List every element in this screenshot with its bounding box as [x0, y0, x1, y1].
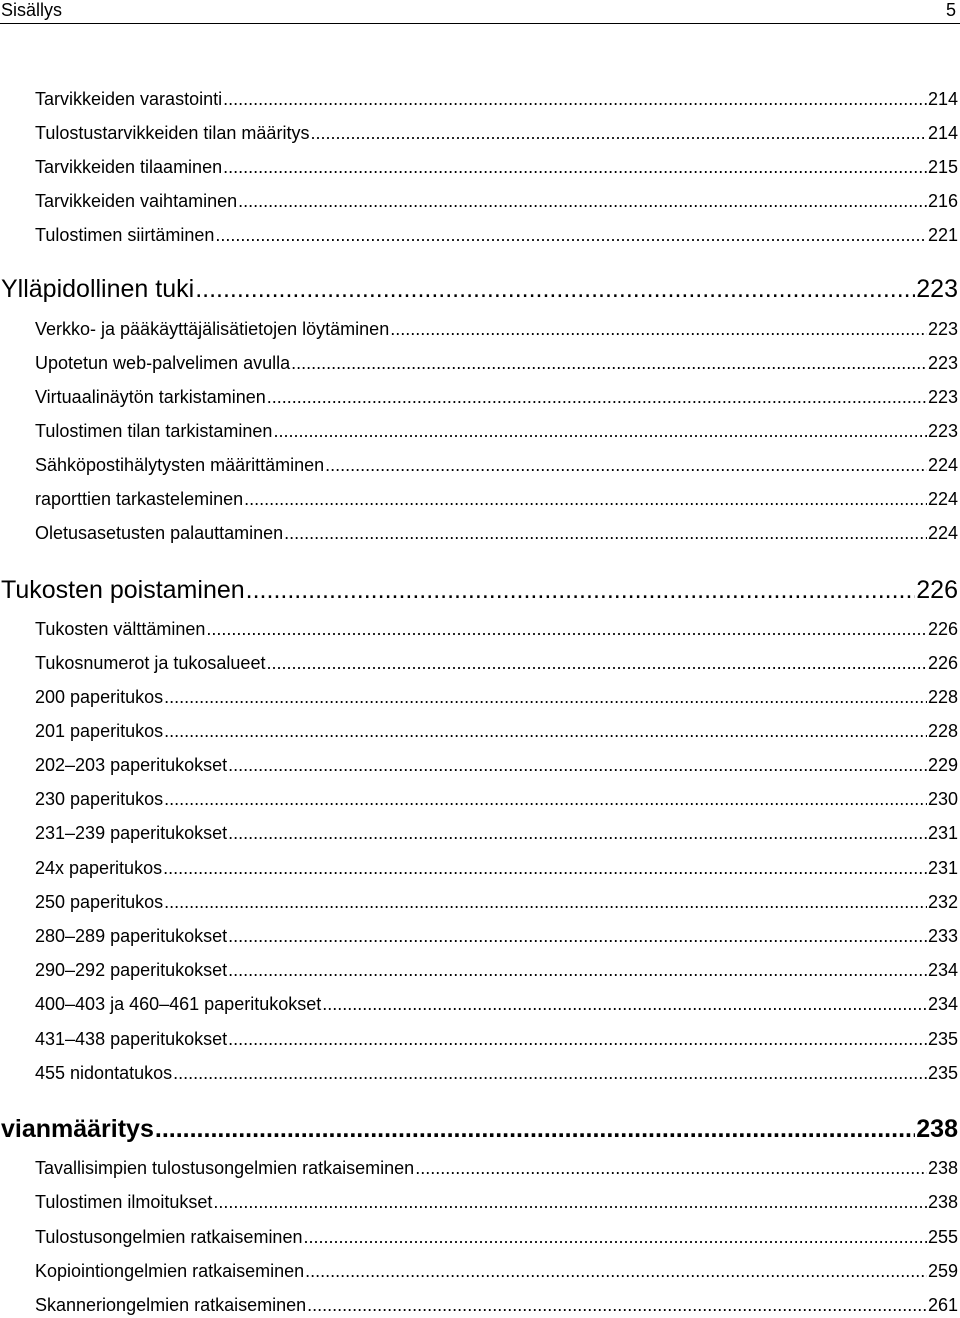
- toc-entry[interactable]: [0, 820, 958, 844]
- toc-label: 202–203 paperitukokset: [35, 755, 228, 775]
- toc-leader: [228, 754, 927, 776]
- header-page-number: 5: [945, 0, 956, 20]
- toc-page: 223: [927, 353, 958, 373]
- toc-entry[interactable]: [0, 188, 958, 212]
- toc-label: 200 paperitukos: [35, 687, 164, 707]
- page-header: [0, 0, 960, 24]
- toc-label: 431–438 paperitukokset: [35, 1029, 228, 1049]
- toc-label: Tukosten välttäminen: [35, 619, 206, 639]
- toc-entry[interactable]: [0, 752, 958, 776]
- toc-entry[interactable]: [0, 923, 958, 947]
- toc-page: 228: [927, 687, 958, 707]
- toc-label: 455 nidontatukos: [35, 1063, 173, 1083]
- toc-label: Tukosten poistaminen: [1, 576, 245, 604]
- toc-entry[interactable]: [0, 1155, 958, 1179]
- toc-leader: [390, 318, 927, 340]
- toc-entry[interactable]: [0, 452, 958, 476]
- toc-leader: [164, 891, 927, 913]
- toc-entry[interactable]: [0, 616, 958, 640]
- toc-entry[interactable]: [0, 350, 958, 374]
- toc-label: 400–403 ja 460–461 paperitukokset: [35, 994, 322, 1014]
- toc-label: 230 paperitukos: [35, 789, 164, 809]
- toc-leader: [223, 88, 927, 110]
- toc-page: 231: [927, 858, 958, 878]
- toc-label: Upotetun web-palvelimen avulla: [35, 353, 291, 373]
- toc-page: 232: [927, 892, 958, 912]
- toc-chapter-entry[interactable]: [0, 1112, 958, 1144]
- toc-label: Tulostusongelmien ratkaiseminen: [35, 1227, 303, 1247]
- toc-page: 224: [927, 455, 958, 475]
- toc-entry[interactable]: [0, 718, 958, 742]
- toc-leader: [164, 686, 927, 708]
- toc-entry[interactable]: [0, 120, 958, 144]
- toc-entry[interactable]: [0, 650, 958, 674]
- toc-label: 280–289 paperitukokset: [35, 926, 228, 946]
- toc-page: 228: [927, 721, 958, 741]
- toc-page: 231: [927, 823, 958, 843]
- toc-leader: [164, 720, 927, 742]
- toc-page: 223: [927, 387, 958, 407]
- toc-entry[interactable]: [0, 1060, 958, 1084]
- toc-chapter-entry[interactable]: [0, 272, 958, 304]
- toc-label: Tukosnumerot ja tukosalueet: [35, 653, 266, 673]
- toc-entry[interactable]: [0, 520, 958, 544]
- toc-page: 259: [927, 1261, 958, 1281]
- toc-page: 214: [927, 89, 958, 109]
- toc-label: vianmääritys: [1, 1115, 154, 1143]
- toc-entry[interactable]: [0, 1258, 958, 1282]
- toc-label: Tarvikkeiden varastointi: [35, 89, 223, 109]
- toc-leader: [195, 274, 915, 304]
- toc-label: Tulostimen ilmoitukset: [35, 1192, 213, 1212]
- toc-entry[interactable]: [0, 384, 958, 408]
- toc-page: 226: [927, 619, 958, 639]
- toc-entry[interactable]: [0, 1224, 958, 1248]
- toc-entry[interactable]: [0, 991, 958, 1015]
- toc-page: 216: [927, 191, 958, 211]
- toc-leader: [307, 1294, 927, 1316]
- toc-label: Virtuaalinäytön tarkistaminen: [35, 387, 266, 407]
- toc-label: Ylläpidollinen tuki: [1, 275, 195, 303]
- toc-leader: [155, 1114, 915, 1144]
- toc-page: 229: [927, 755, 958, 775]
- toc-entry[interactable]: [0, 889, 958, 913]
- toc-leader: [305, 1260, 927, 1282]
- toc-label: Verkko- ja pääkäyttäjälisätietojen löytäminen: [35, 319, 390, 339]
- toc-page: 214: [927, 123, 958, 143]
- toc-leader: [267, 386, 927, 408]
- toc-page: 224: [927, 523, 958, 543]
- toc-page: 226: [927, 653, 958, 673]
- toc-leader: [266, 652, 926, 674]
- toc-leader: [310, 122, 927, 144]
- toc-entry[interactable]: [0, 1189, 958, 1213]
- toc-page: 234: [927, 960, 958, 980]
- toc-label: 290–292 paperitukokset: [35, 960, 228, 980]
- toc-page: 238: [927, 1158, 958, 1178]
- toc-page: 233: [927, 926, 958, 946]
- toc-page: 261: [927, 1295, 958, 1315]
- toc-entry[interactable]: [0, 855, 958, 879]
- toc-leader: [215, 224, 927, 246]
- toc-page: 230: [927, 789, 958, 809]
- toc-label: 24x paperitukos: [35, 858, 163, 878]
- toc-leader: [291, 352, 927, 374]
- toc-page: 223: [916, 275, 958, 303]
- toc-label: Sähköpostihälytysten määrittäminen: [35, 455, 325, 475]
- toc-leader: [206, 618, 927, 640]
- toc-leader: [213, 1191, 927, 1213]
- toc-leader: [325, 454, 927, 476]
- toc-label: Oletusasetusten palauttaminen: [35, 523, 284, 543]
- toc-entry[interactable]: [0, 957, 958, 981]
- toc-page: 238: [916, 1115, 958, 1143]
- toc-entry[interactable]: [0, 154, 958, 178]
- toc-leader: [223, 156, 927, 178]
- toc-entry[interactable]: [0, 418, 958, 442]
- toc-label: Tarvikkeiden vaihtaminen: [35, 191, 238, 211]
- toc-page: 221: [927, 225, 958, 245]
- toc-label: 201 paperitukos: [35, 721, 164, 741]
- toc-label: Kopiointiongelmien ratkaiseminen: [35, 1261, 305, 1281]
- toc-page: 215: [927, 157, 958, 177]
- toc-leader: [228, 822, 927, 844]
- toc-chapter-entry[interactable]: [0, 573, 958, 605]
- toc-leader: [322, 993, 927, 1015]
- toc-label: Tulostimen tilan tarkistaminen: [35, 421, 273, 441]
- toc-label: 231–239 paperitukokset: [35, 823, 228, 843]
- toc-leader: [244, 488, 927, 510]
- toc-page: 223: [927, 319, 958, 339]
- toc-page: 224: [927, 489, 958, 509]
- toc-entry[interactable]: [0, 1026, 958, 1050]
- toc-label: 250 paperitukos: [35, 892, 164, 912]
- toc-leader: [228, 925, 927, 947]
- toc-leader: [228, 1028, 927, 1050]
- toc-page: 238: [927, 1192, 958, 1212]
- toc-entry[interactable]: [0, 786, 958, 810]
- toc-leader: [228, 959, 927, 981]
- toc-leader: [164, 788, 927, 810]
- toc-entry[interactable]: [0, 486, 958, 510]
- toc-entry[interactable]: [0, 1292, 958, 1316]
- toc-page: 234: [927, 994, 958, 1014]
- toc-leader: [238, 190, 927, 212]
- toc-label: raporttien tarkasteleminen: [35, 489, 244, 509]
- toc-leader: [163, 857, 927, 879]
- toc-entry[interactable]: [0, 86, 958, 110]
- toc-leader: [415, 1157, 927, 1179]
- toc-label: Skanneriongelmien ratkaiseminen: [35, 1295, 307, 1315]
- header-title: Sisällys: [1, 0, 63, 20]
- toc-page: 235: [927, 1029, 958, 1049]
- toc-label: Tavallisimpien tulostusongelmien ratkaiseminen: [35, 1158, 415, 1178]
- toc-leader: [273, 420, 927, 442]
- toc-page: 235: [927, 1063, 958, 1083]
- toc-entry[interactable]: [0, 684, 958, 708]
- toc-page: 223: [927, 421, 958, 441]
- toc-page: 255: [927, 1227, 958, 1247]
- toc-label: Tarvikkeiden tilaaminen: [35, 157, 223, 177]
- toc-entry[interactable]: [0, 316, 958, 340]
- toc-leader: [246, 575, 916, 605]
- toc-leader: [173, 1062, 927, 1084]
- toc-leader: [303, 1226, 926, 1248]
- toc-leader: [284, 522, 927, 544]
- toc-label: Tulostimen siirtäminen: [35, 225, 215, 245]
- toc-label: Tulostustarvikkeiden tilan määritys: [35, 123, 310, 143]
- toc-entry[interactable]: [0, 222, 958, 246]
- toc-page: 226: [916, 576, 958, 604]
